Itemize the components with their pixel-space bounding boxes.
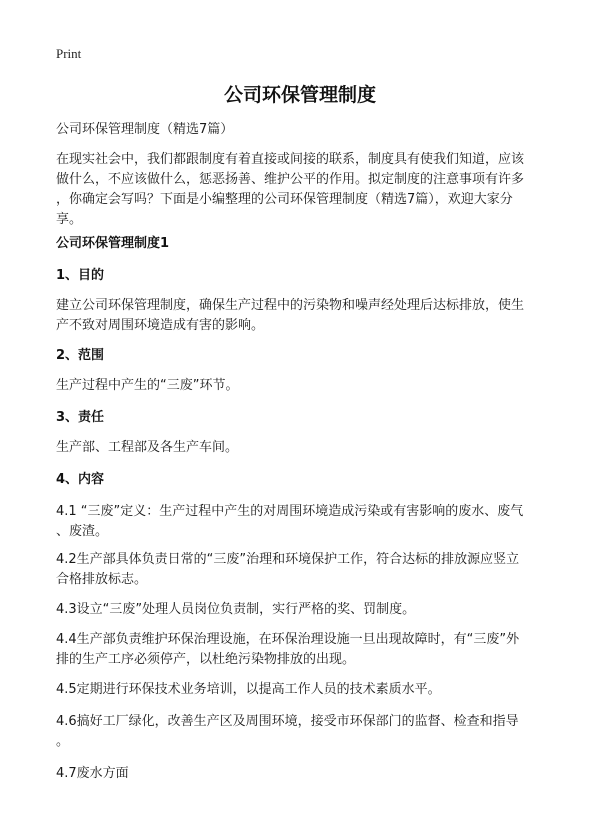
heading-purpose-text: 1、目的	[56, 268, 105, 283]
section-heading-text: 公司环保管理制度1	[56, 236, 170, 251]
purpose-line: 建立公司环保管理制度，确保生产过程中的污染物和噪声经处理后达标排放，使生	[56, 298, 525, 313]
item-4-1	[56, 502, 556, 542]
document-title: 公司环保管理制度	[223, 84, 376, 106]
heading-content	[56, 470, 556, 490]
item-line: 4.3设立“三废”处理人员岗位负责制，实行严格的奖、罚制度。	[56, 602, 416, 617]
intro-line: 享。	[56, 212, 83, 227]
item-4-3	[56, 600, 556, 620]
intro-line: 做什么，不应该做什么，惩恶扬善、维护公平的作用。拟定制度的注意事项有许多	[56, 172, 525, 187]
intro-line: 在现实社会中，我们都跟制度有着直接或间接的联系，制度具有使我们知道，应该	[56, 152, 525, 167]
item-line: 。	[56, 734, 70, 749]
heading-content-text: 4、内容	[56, 472, 105, 487]
heading-scope-text: 2、范围	[56, 348, 105, 363]
scope-line: 生产过程中产生的“三废”环节。	[56, 378, 239, 393]
item-4-5	[56, 680, 556, 700]
heading-scope	[56, 346, 556, 366]
item-line: 4.7废水方面	[56, 766, 129, 781]
print-link[interactable]: Print	[56, 46, 82, 61]
intro-paragraph	[56, 150, 556, 230]
item-line: 4.1 “三废”定义：生产过程中产生的对周围环境造成污染或有害影响的废水、废气	[56, 504, 524, 519]
item-line: 4.4生产部负责维护环保治理设施，在环保治理设施一旦出现故障时，有“三废”外	[56, 632, 520, 647]
heading-responsibility	[56, 408, 556, 428]
item-4-6	[56, 712, 556, 752]
responsibility-line: 生产部、工程部及各生产车间。	[56, 440, 239, 455]
item-4-2	[56, 550, 556, 590]
item-4-7	[56, 764, 556, 784]
item-line: 4.2生产部具体负责日常的“三废”治理和环境保护工作，符合达标的排放源应竖立	[56, 552, 520, 567]
subtitle-text: 公司环保管理制度（精选7篇）	[56, 122, 234, 137]
item-line: 、废渣。	[56, 524, 109, 539]
paragraph-purpose	[56, 296, 556, 336]
purpose-line: 产不致对周围环境造成有害的影响。	[56, 318, 265, 333]
item-line: 排的生产工序必须停产，以杜绝污染物排放的出现。	[56, 652, 356, 667]
heading-responsibility-text: 3、责任	[56, 410, 105, 425]
paragraph-responsibility	[56, 438, 556, 458]
section-heading	[56, 234, 556, 254]
document-subtitle	[56, 120, 556, 140]
item-line: 4.5定期进行环保技术业务培训，以提高工作人员的技术素质水平。	[56, 682, 441, 697]
paragraph-scope	[56, 376, 556, 396]
intro-line: ，你确定会写吗？下面是小编整理的公司环保管理制度（精选7篇），欢迎大家分	[56, 192, 513, 207]
item-line: 4.6搞好工厂绿化，改善生产区及周围环境，接受市环保部门的监督、检查和指导	[56, 714, 519, 729]
item-line: 合格排放标志。	[56, 572, 148, 587]
heading-purpose	[56, 266, 556, 286]
item-4-4	[56, 630, 556, 670]
